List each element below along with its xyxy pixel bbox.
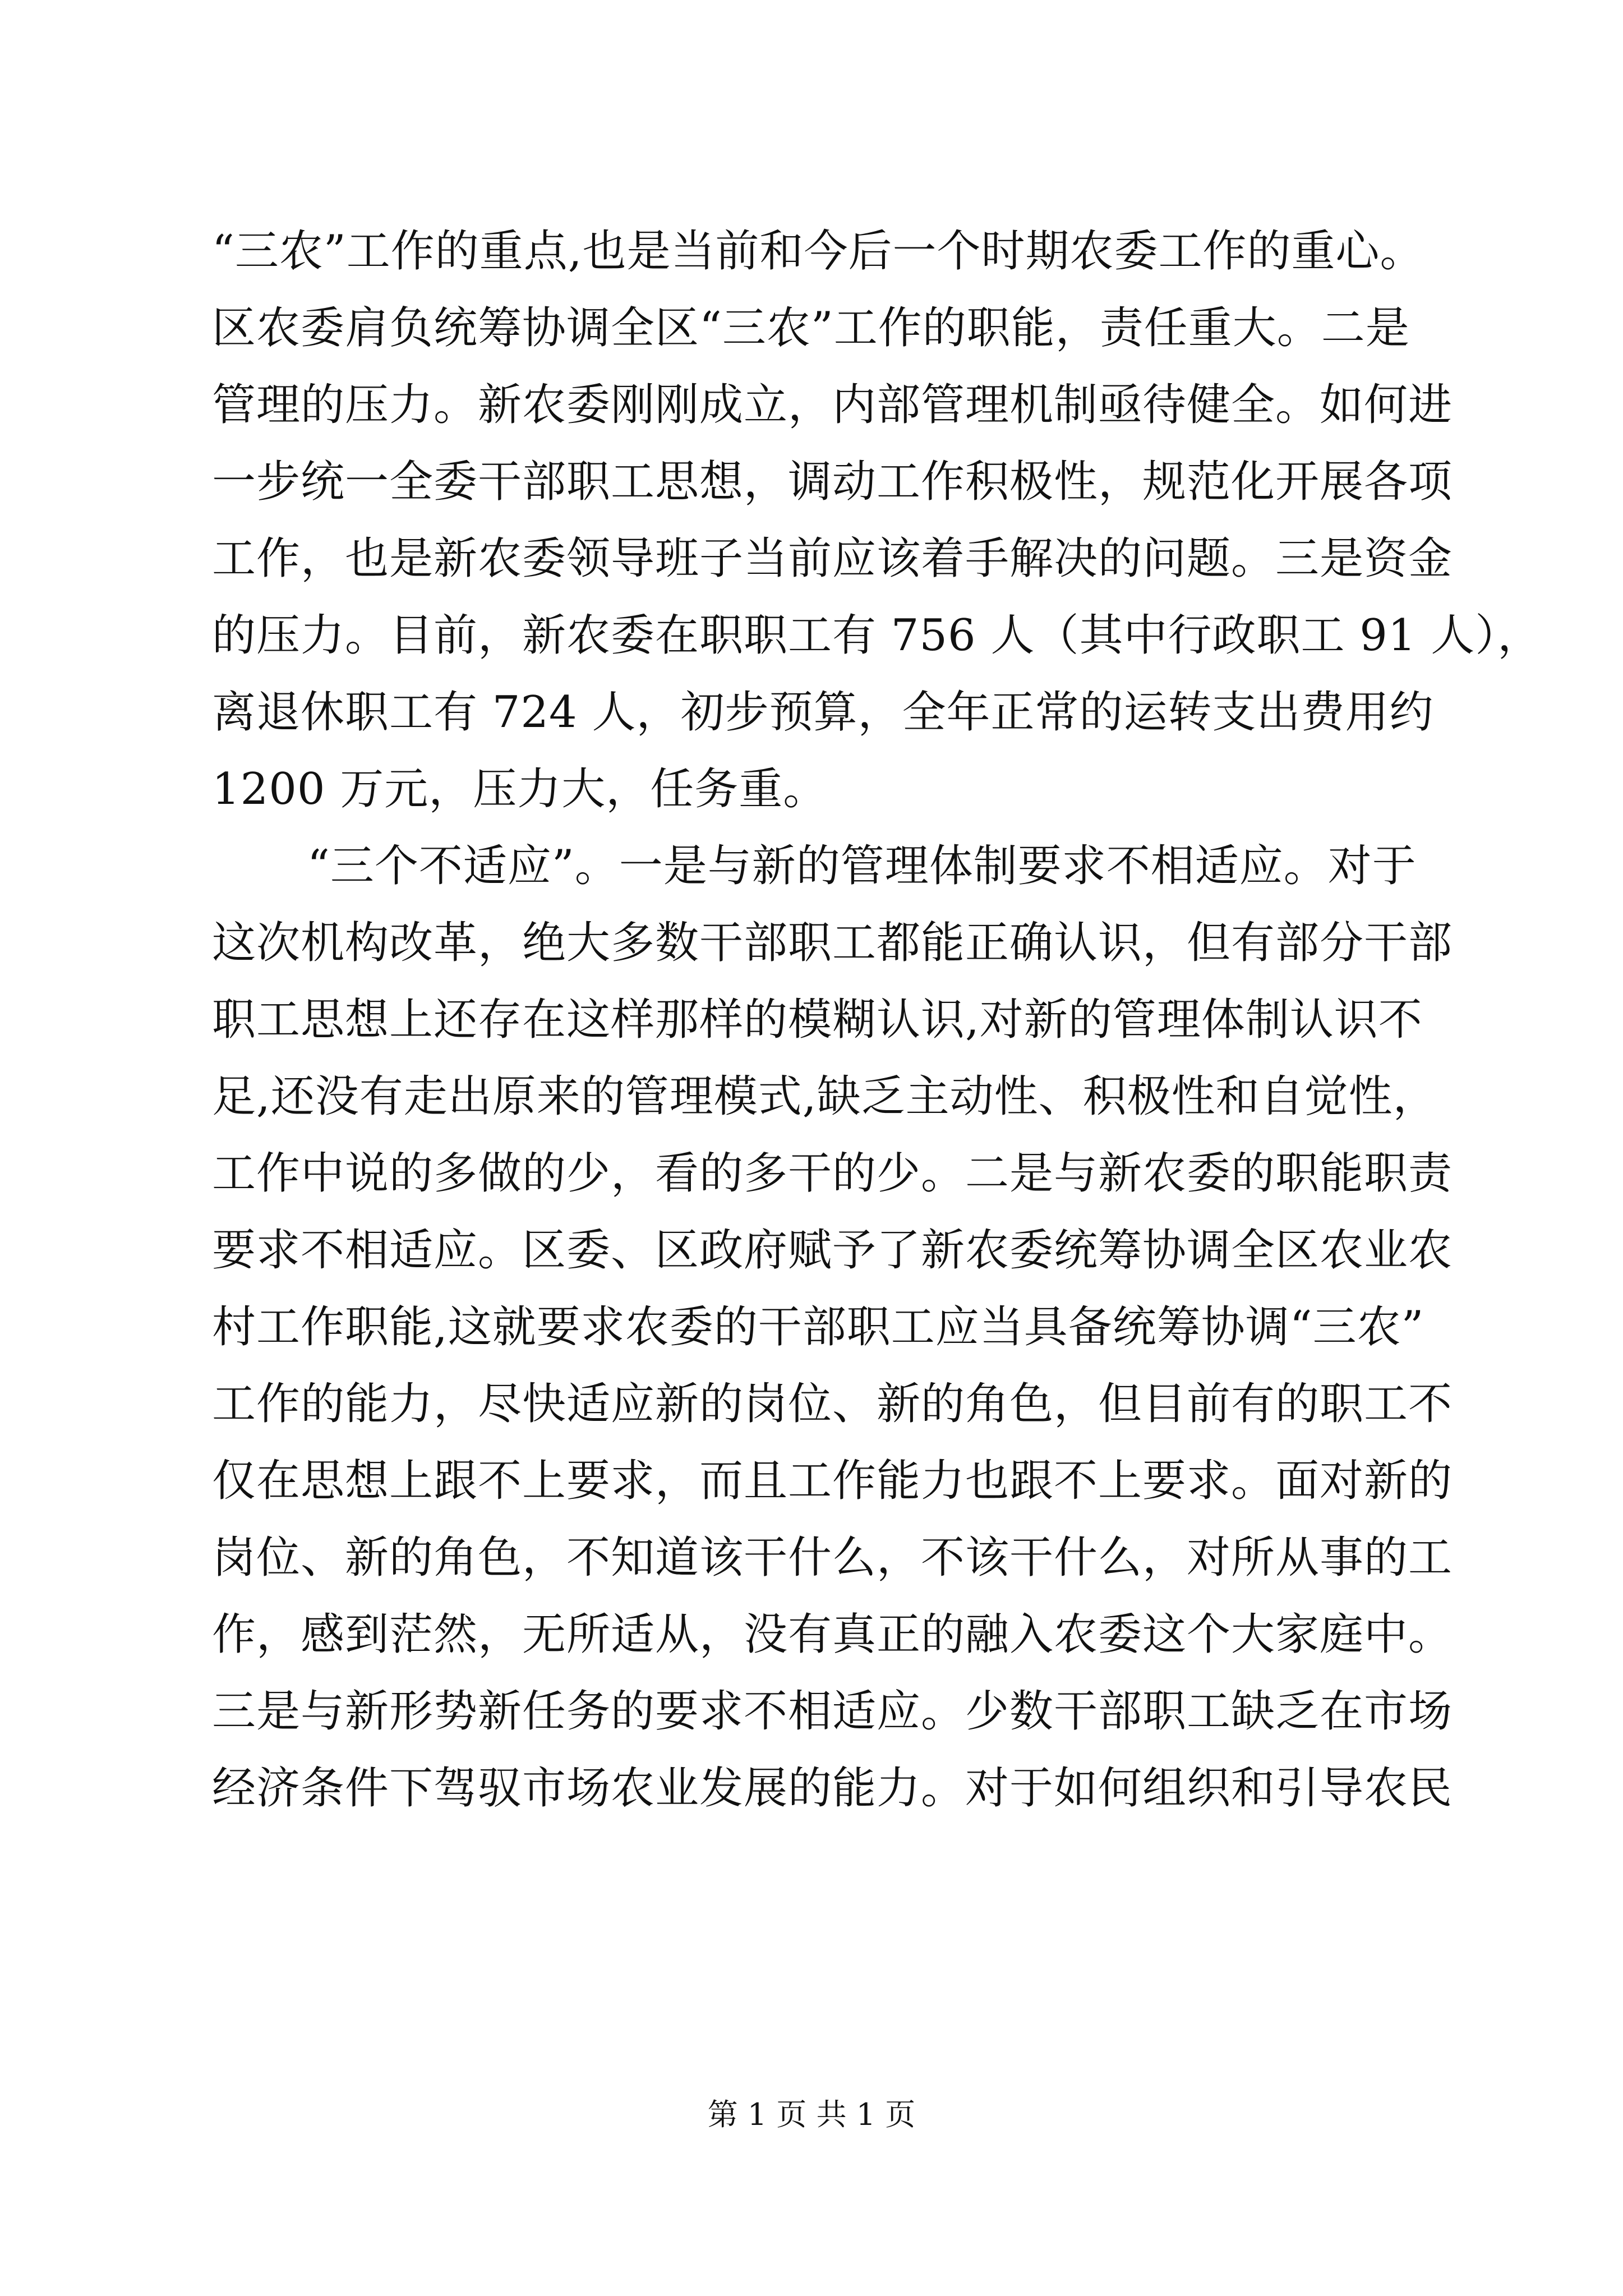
text-line: 的压力。目前，新农委在职职工有 756 人（其中行政职工 91 人），	[212, 610, 1542, 661]
text-line: 岗位、新的角色，不知道该干什么，不该干什么，对所从事的工	[212, 1533, 1453, 1583]
text-line: 经济条件下驾驭市场农业发展的能力。对于如何组织和引导农民	[212, 1763, 1453, 1814]
text-line: 足,还没有走出原来的管理模式,缺乏主动性、积极性和自觉性，	[212, 1071, 1437, 1122]
text-line: 一步统一全委干部职工思想，调动工作积极性，规范化开展各项	[212, 457, 1453, 507]
text-line: 仅在思想上跟不上要求，而且工作能力也跟不上要求。面对新的	[212, 1456, 1453, 1506]
text-line: 要求不相适应。区委、区政府赋予了新农委统筹协调全区农业农	[212, 1225, 1453, 1276]
text-line: 作，感到茫然，无所适从，没有真正的融入农委这个大家庭中。	[212, 1609, 1453, 1660]
text-line: “三农”工作的重点,也是当前和今后一个时期农委工作的重心。	[212, 226, 1424, 277]
text-line: 离退休职工有 724 人，初步预算，全年正常的运转支出费用约	[212, 687, 1434, 738]
text-line: 工作的能力，尽快适应新的岗位、新的角色，但目前有的职工不	[212, 1379, 1453, 1429]
text-line: 职工思想上还存在这样那样的模糊认识,对新的管理体制认识不	[212, 995, 1423, 1045]
text-line: 工作中说的多做的少，看的多干的少。二是与新农委的职能职责	[212, 1148, 1453, 1199]
text-line: 工作，也是新农委领导班子当前应该着手解决的问题。三是资金	[212, 533, 1453, 584]
text-line: 村工作职能,这就要求农委的干部职工应当具备统筹协调“三农”	[212, 1302, 1424, 1352]
text-line: 区农委肩负统筹协调全区“三农”工作的职能，责任重大。二是	[212, 303, 1410, 353]
paragraph-start-line: “三个不适应”。一是与新的管理体制要求不相适应。对于	[307, 841, 1417, 891]
text-line: 管理的压力。新农委刚刚成立，内部管理机制亟待健全。如何进	[212, 380, 1453, 430]
text-line: 1200 万元，压力大，任务重。	[212, 764, 828, 815]
page-number-footer: 第 1 页 共 1 页	[707, 2097, 916, 2132]
text-line: 这次机构改革，绝大多数干部职工都能正确认识，但有部分干部	[212, 918, 1453, 968]
body-text	[212, 213, 1542, 1827]
text-line: 三是与新形势新任务的要求不相适应。少数干部职工缺乏在市场	[212, 1686, 1453, 1737]
